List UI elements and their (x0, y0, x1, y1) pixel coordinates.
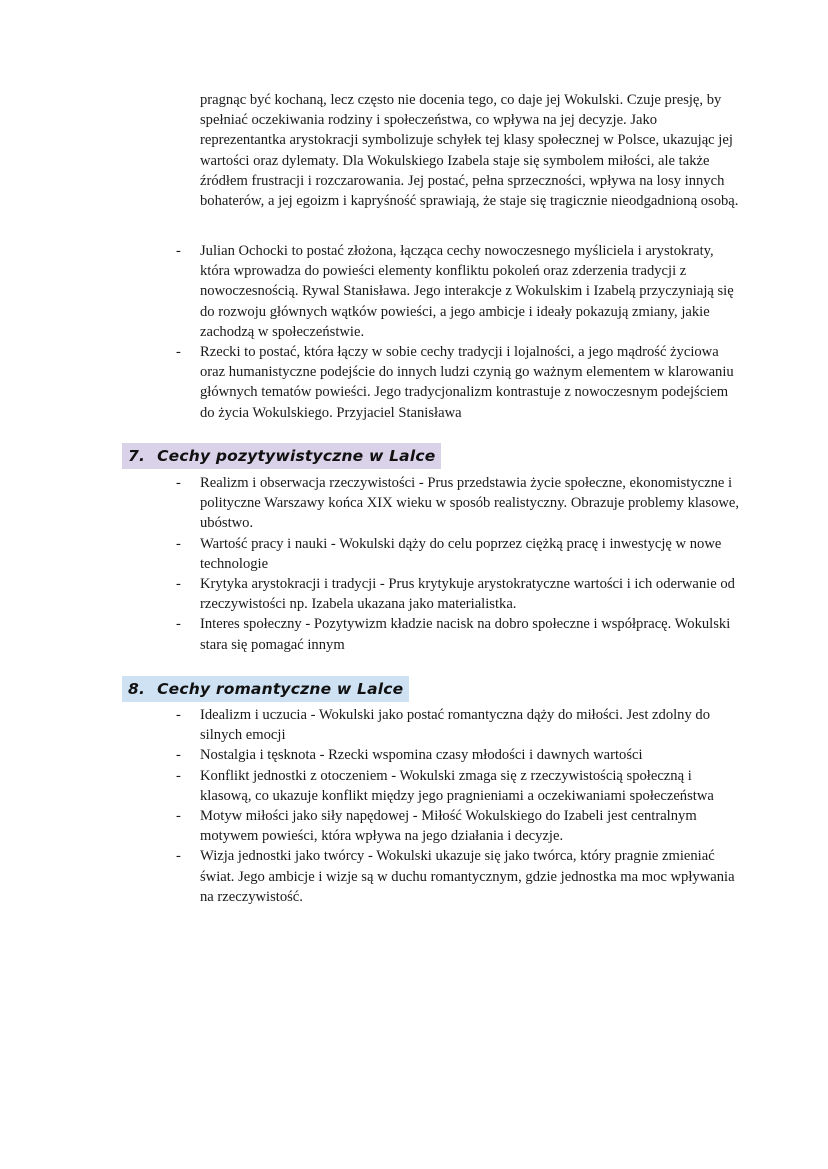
section-title: Cechy romantyczne w Lalce (157, 680, 404, 698)
list-item-text: Krytyka arystokracji i tradycji - Prus krytykuje arystokratyczne wartości i ich oderwanie od rzeczywistości np. Izabela ukazana jako materialistka. (200, 576, 735, 613)
list-item-text: Realizm i obserwacja rzeczywistości - Prus przedstawia życie społeczne, ekonomistyczne i polityczne Warszawy końca XIX wieku w sposób realistyczny. Obrazuje problemy klasowe, ubóstwo. (200, 475, 740, 532)
list-item-text: Julian Ochocki to postać złożona, łącząca cechy nowoczesnego myśliciela i arystokraty, która wprowadza do powieści elementy konfliktu pokoleń oraz zderzenia tradycji z nowoczesnością. Rywal Stanisława. Jego interakcje z Wokulskim i Izabelą przyczyniają się do rozwoju głównych wątków powieści, a jego ambicje i ideały pokazują zmiany, jakie zachodzą w społeczeństwie. (200, 243, 734, 340)
list-item (170, 534, 740, 574)
list-item (170, 705, 740, 745)
list-item-text: Wizja jednostki jako twórcy - Wokulski ukazuje się jako twórca, który pragnie zmieniać świat. Jego ambicje i wizje są w duchu romantycznym, gdzie jednostka ma moc wpływania na rzeczywistość. (200, 848, 735, 905)
list-item (170, 473, 740, 534)
bullet-dash: - (176, 344, 181, 361)
bullet-dash: - (176, 616, 181, 633)
section-7-list (170, 473, 740, 655)
list-item-text: Konflikt jednostki z otoczeniem - Wokulski zmaga się z rzeczywistością społeczną i klasową, co ukazuje konflikt między jego pragnieniami a oczekiwaniami społeczeństwa (200, 767, 714, 804)
section-number: 7. (128, 447, 146, 465)
section-7-heading (122, 443, 441, 469)
list-item (170, 574, 740, 614)
section-8-list (170, 705, 740, 907)
bullet-dash: - (176, 475, 181, 491)
list-item (170, 846, 740, 907)
section-number: 8. (128, 680, 146, 698)
list-item-text: Motyw miłości jako siły napędowej - Miłość Wokulskiego do Izabeli jest centralnym motywem powieści, która wpływa na jego działania i decyzje. (200, 808, 697, 845)
list-item-text: Interes społeczny - Pozytywizm kładzie nacisk na dobro społeczne i współpracę. Wokulski stara się pomagać innym (200, 616, 731, 653)
list-item-text: Rzecki to postać, która łączy w sobie cechy tradycji i lojalności, a jego mądrość życiowa oraz humanistyczne podejście do innych ludzi czynią go ważnym elementem w klarowaniu głównych tematów powieści. Jego tradycjonalizm kontrastuje z nowoczesnym podejściem do życia Wokulskiego. Przyjaciel Stanisława (200, 344, 734, 421)
bullet-dash: - (176, 848, 181, 865)
continuation-paragraph: pragnąc być kochaną, lecz często nie docenia tego, co daje jej Wokulski. Czuje presję, by spełniać oczekiwania rodziny i społeczeństwa, co wpływa na jej decyzje. Jako reprezentantka arystokracji symbolizuje schyłek tej klasy społecznej w Polsce, ukazując jej wartości oraz dylematy. Dla Wokulskiego Izabela staje się symbolem miłości, ale także źródłem frustracji i rozczarowania. Jej postać, pełna sprzeczności, wpływa na losy innych bohaterów, a jej egoizm i kapryśność sprawiają, że staje się tragicznie nieodgadnioną osobą. (200, 92, 739, 210)
section-8-heading (122, 676, 409, 702)
list-item (170, 766, 740, 806)
list-item (170, 806, 740, 846)
list-item (170, 241, 740, 342)
list-item (170, 342, 740, 423)
list-item-text: Nostalgia i tęsknota - Rzecki wspomina czasy młodości i dawnych wartości (200, 747, 643, 764)
bullet-dash: - (176, 767, 181, 784)
section-title: Cechy pozytywistyczne w Lalce (157, 447, 436, 465)
bullet-dash: - (176, 808, 181, 825)
list-item (170, 614, 740, 654)
list-item-text: Idealizm i uczucia - Wokulski jako postać romantyczna dąży do miłości. Jest zdolny do silnych emocji (200, 707, 711, 744)
bullet-dash: - (176, 707, 181, 723)
bullet-dash: - (176, 243, 181, 259)
list-item (170, 745, 740, 765)
characters-list (170, 241, 740, 423)
bullet-dash: - (176, 576, 181, 593)
bullet-dash: - (176, 747, 181, 764)
list-item-text: Wartość pracy i nauki - Wokulski dąży do celu poprzez ciężką pracę i inwestycję w nowe technologie (200, 535, 722, 572)
bullet-dash: - (176, 535, 181, 552)
